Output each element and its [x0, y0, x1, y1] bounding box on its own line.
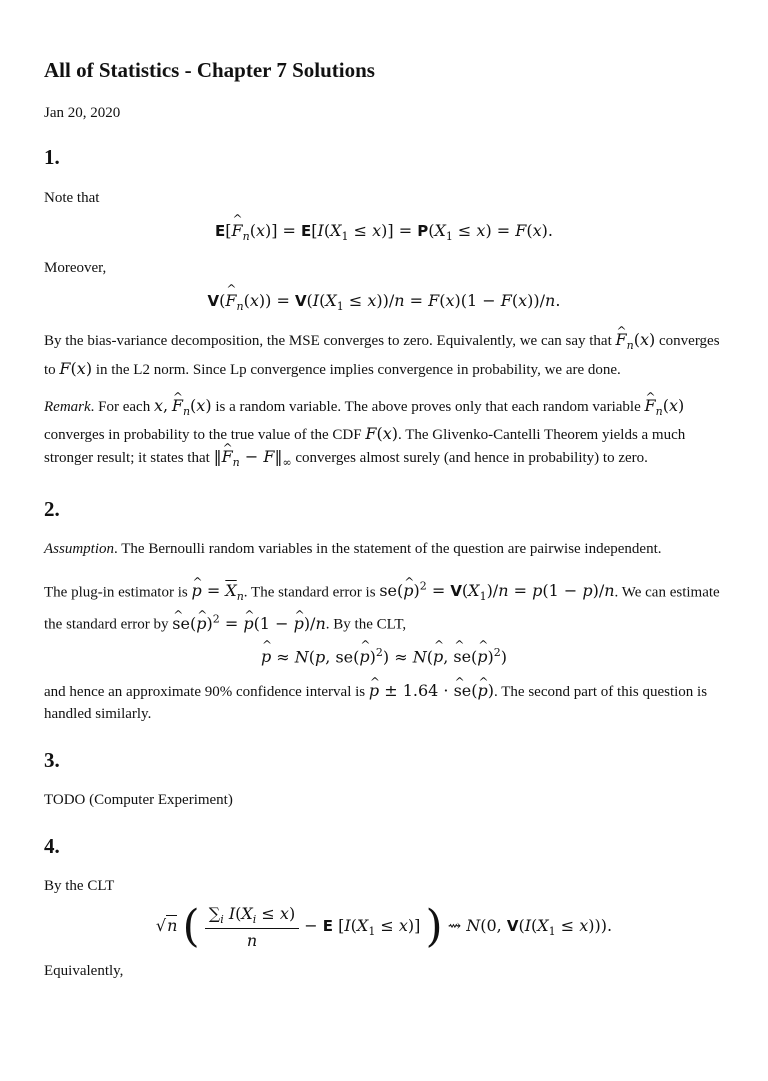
- section-4-by-clt: By the CLT: [44, 878, 115, 895]
- page-title: All of Statistics - Chapter 7 Solutions: [44, 58, 375, 82]
- section-3-text: TODO (Computer Experiment): [44, 792, 233, 809]
- post-date: Jan 20, 2020: [44, 105, 121, 121]
- section-4-heading: 4.: [44, 834, 60, 859]
- section-1-heading: 1.: [44, 145, 60, 169]
- remark-paragraph: Remark. For each x, ^ $F_n(x)$ is a random variable. The above proves only that each random variable ^ $F_n(x)$ converges in probability to the true value of the CDF F(x). The Glivenko-Cantelli Theorem yields a much stronger result; it states that ‖^ $F_n$ − $F‖_\infty$ converges almost surely (and hence in probability) to zero.: [44, 395, 724, 474]
- section-3-heading: 3.: [44, 748, 60, 773]
- section-1-moreover: Moreover,: [44, 260, 107, 277]
- confidence-interval-paragraph: and hence an approximate 90% confidence interval is ^ p ± 1.64 · ^ se(^ p). The second part of this question is handled similarly.: [44, 680, 724, 725]
- section-2-heading: 2.: [44, 496, 60, 521]
- section-4-equivalently: Equivalently,: [44, 963, 124, 980]
- equation-expectation: E[^ $F_n(x)] = E[I(X_1 \le x)] = P(X_1 \le x) = F(x)$.: [44, 221, 724, 243]
- equation-variance: V(^ $F_n(x)) = V(I(X_1 \le x))/n = F(x)(1 - F(x))/n$.: [44, 291, 724, 313]
- equation-clt-convergence: √n ( $\frac{\sum_i I(X_i \le x)}{n}$ − E $[I(X_1 \le x)]$ ) ⇝ N(0, $V(I(X_1 \le x))$).: [155, 901, 613, 953]
- document-page: [0, 57, 768, 982]
- section-1-paragraph: By the bias-variance decomposition, the MSE converges to zero. Equivalently, we can say that ^ $F_n(x)$ converges to F(x) in the L2 norm. Since Lp convergence implies convergence in probability, we are done.: [44, 329, 724, 380]
- plugin-paragraph: The plug-in estimator is ^ $p = \overline{X}_n$. The standard error is se(^ $p)^2 = V(X_1)/n = p(1 - p)/n$. We can estimate the standard error by ^ se(^ p)$^2$ = ^ p(1 − ^ p)/n. By the CLT,: [44, 576, 724, 636]
- equation-clt-approx: ^ p ≈ N(p, se(^ p)$^2$) ≈ N(^ p, ^ se(^ p)$^2$): [44, 646, 724, 666]
- section-1-note: Note that: [44, 190, 100, 206]
- assumption-paragraph: Assumption. The Bernoulli random variables in the statement of the question are pairwise independent.: [44, 540, 662, 557]
